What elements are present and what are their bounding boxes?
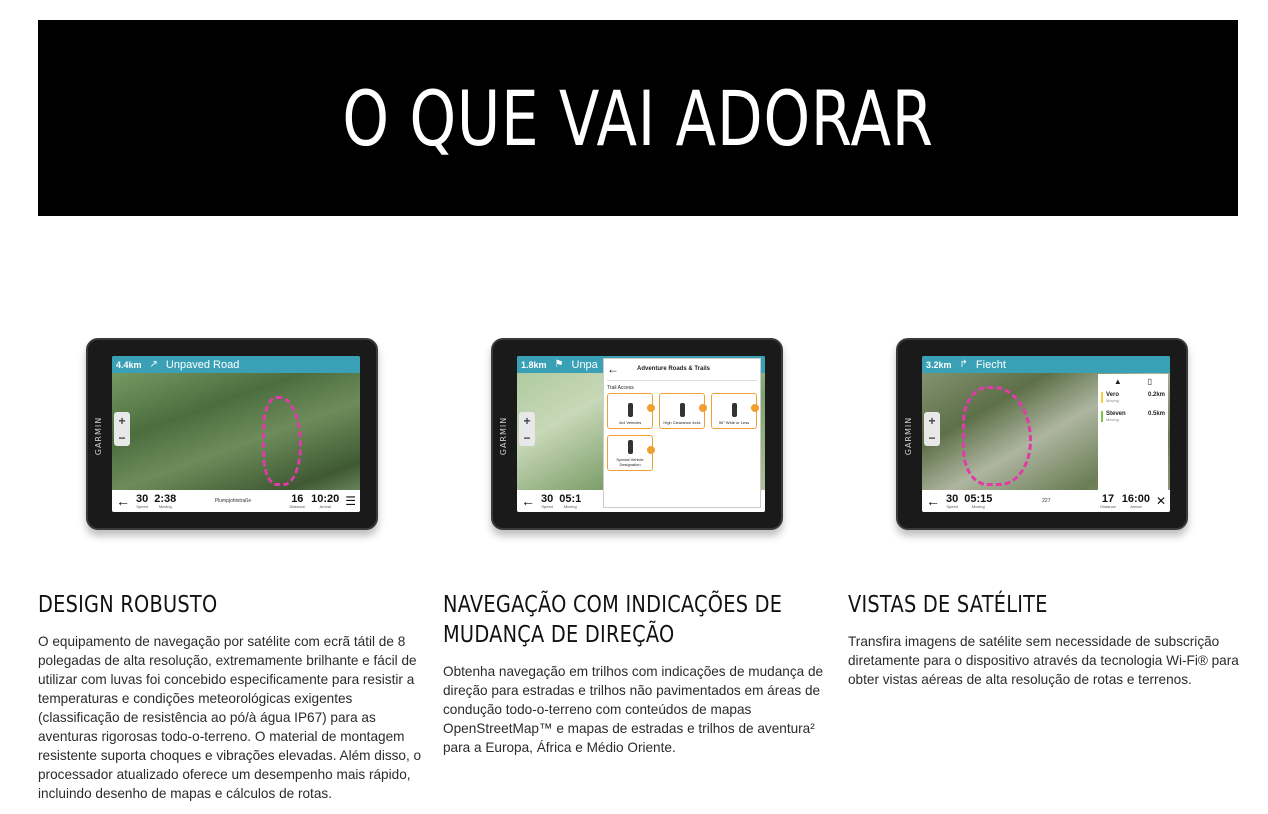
panel-header [607,362,757,381]
phone-icon: ▯ [1147,377,1153,386]
check-icon [647,404,655,412]
trail-tile: Special Vehicle Designation [607,435,653,471]
arrival-metric: 16:00 Arrival [1121,492,1150,509]
device-screen [112,356,360,512]
screen-bottombar [922,490,1170,512]
device-image [86,338,378,530]
road-name: Unpaved Road [165,358,240,371]
device-screen [922,356,1170,512]
zoom-in-icon: + [523,413,531,428]
zoom-in-icon: + [928,413,936,428]
adventure-panel [603,358,761,508]
zoom-control [924,412,940,446]
route-line [262,396,302,486]
trail-tile: 50" Wide or Less [711,393,757,429]
trail-tile: High Clearance 4x4s [659,393,705,429]
back-arrow-icon: ← [116,493,130,509]
device-image [896,338,1188,530]
trail-tiles [607,393,757,471]
road-name: Unpa [571,358,598,371]
distance-metric: 16 Distance [289,492,306,509]
signal-icon [628,403,633,417]
screen-topbar [922,356,1170,373]
feature-design [38,338,428,803]
moving-metric: 2:38 Moving [154,492,177,509]
feature-navigation [443,338,833,757]
signal-icon [680,403,685,417]
zoom-control [519,412,535,446]
turn-arrow-icon: ↗ [149,359,158,370]
zoom-out-icon: − [928,430,936,445]
zoom-in-icon: + [118,413,126,428]
arrival-metric: 10:20 Arrival [311,492,340,509]
arrow-up-icon: ▲ [1113,377,1122,386]
route-line [962,386,1032,486]
brand-label: GARMIN [499,416,508,456]
flag-icon: ⚑ [554,359,564,370]
feature-title: NAVEGAÇÃO COM INDICAÇÕES DE MUDANÇA DE DIREÇÃO [443,592,783,648]
feature-title: VISTAS DE SATÉLITE [848,592,1048,618]
road-name: Fiecht [975,358,1006,371]
group-list [1098,374,1168,490]
zoom-out-icon: − [523,430,531,445]
turn-distance: 1.8km [521,359,547,370]
zoom-out-icon: − [118,430,126,445]
moving-metric: 05:15 Moving [964,492,993,509]
zoom-control [114,412,130,446]
check-icon [699,404,707,412]
turn-arrow-icon: ↱ [959,359,968,370]
speed-metric: 30 Speed [946,492,959,509]
speed-metric: 30 Speed [136,492,149,509]
feature-description: Transfira imagens de satélite sem necessidade de subscrição diretamente para o dispositivo através da tecnologia Wi-Fi® para obter vistas aéreas de alta resolução de rotas e terrenos. [848,634,1239,687]
panel-subtitle: Trail Access [607,385,634,391]
turn-distance: 3.2km [926,359,952,370]
list-item: Steven Moving 0.5km [1101,411,1165,422]
check-icon [751,404,759,412]
list-nav [1101,377,1165,386]
panel-title: Adventure Roads & Trails [637,366,711,372]
brand-label: GARMIN [904,416,913,456]
speed-metric: 30 Speed [541,492,554,509]
feature-description: O equipamento de navegação por satélite com ecrã tátil de 8 polegadas de alta resolução, extremamente brilhante e fácil de utilizar com luvas foi concebido especificamente para resistir a temperaturas e condições meteorológicas exigentes (classificação de resistência ao pó/à água IP67) para as aventuras rigorosas todo-o-terreno. O material de montagem resistente suporta choques e vibrações elevadas. Além disso, o processador atualizado oferece um desempenho mais rápido, incluindo desenho de mapas e cálculos de rotas. [38,634,422,801]
device-image [491,338,783,530]
signal-icon [628,440,633,454]
screen-bottombar [112,490,360,512]
screen-topbar [112,356,360,373]
trail-tile: 4x4 Vehicles [607,393,653,429]
back-arrow-icon: ← [926,493,940,509]
check-icon [647,446,655,454]
feature-title: DESIGN ROBUSTO [38,592,218,618]
hero-banner [38,20,1238,216]
device-screen [517,356,765,512]
feature-description: Obtenha navegação em trilhos com indicações de mudança de direção para estradas e trilhos não pavimentados em áreas de condução todo-o-terreno com conteúdos de mapas OpenStreetMap™ e mapas de estradas e trilhos de aventura² para a Europa, África e Médio Oriente. [443,664,824,755]
hero-title: O QUE VAI ADORAR [342,73,934,163]
distance-metric: 17 Distance [1100,492,1116,509]
street-name: Plumpjohtstraße [214,498,252,504]
back-arrow-icon: ← [521,493,535,509]
street-name: 227 [1042,498,1051,504]
moving-metric: 05:1 Moving [559,492,582,509]
feature-satellite [848,338,1238,689]
close-icon: ✕ [1155,494,1166,508]
menu-icon: ☰ [345,494,356,508]
brand-label: GARMIN [94,416,103,456]
turn-distance: 4.4km [116,359,142,370]
panel-back-icon: ← [607,362,619,376]
signal-icon [732,403,737,417]
list-item: Vero Moving 0.2km [1101,392,1165,403]
